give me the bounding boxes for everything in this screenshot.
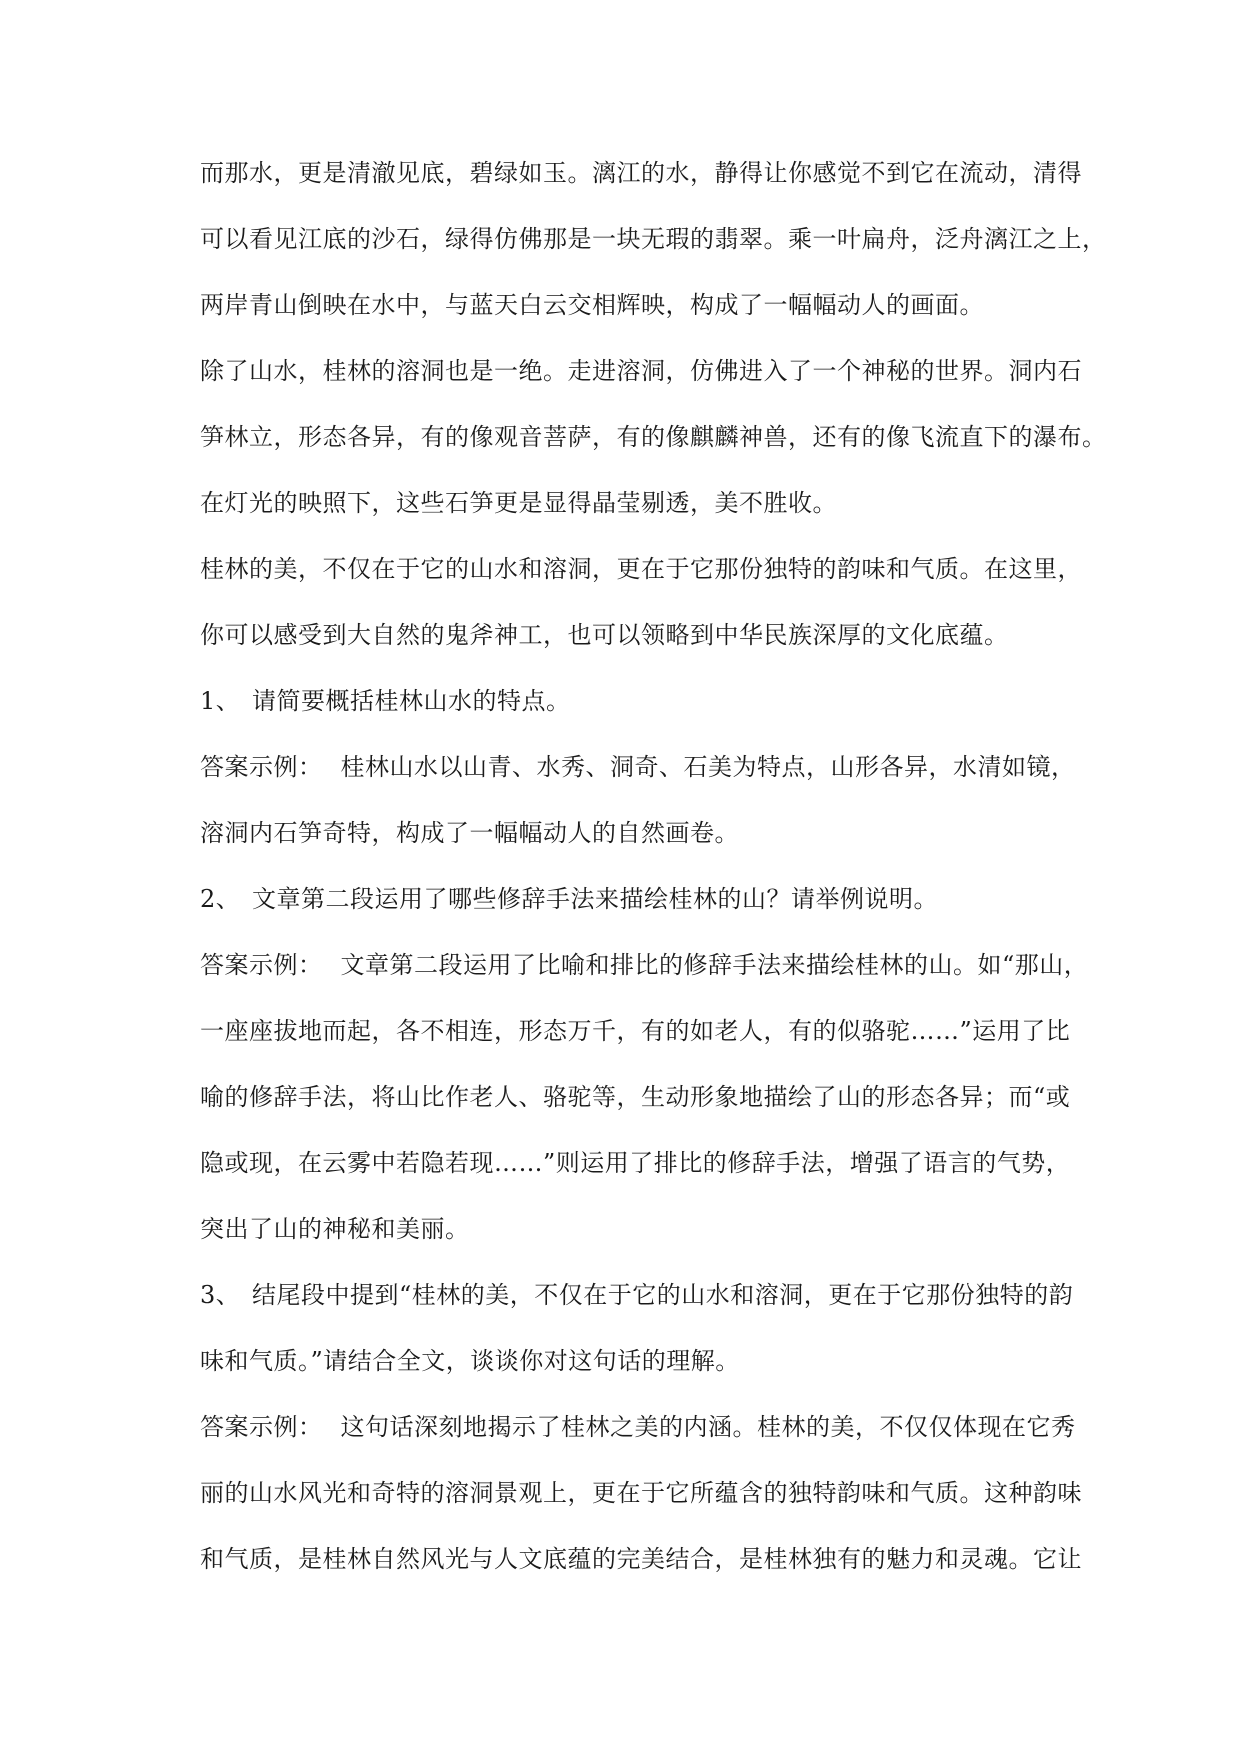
answer-3-line: 丽的山水风光和奇特的溶洞景观上，更在于它所蕴含的独特韵味和气质。这种韵味: [200, 1479, 1082, 1507]
answer-2-line: 一座座拔地而起，各不相连，形态万千，有的如老人，有的似骆驼……”运用了比: [200, 1017, 1071, 1045]
answer-3-line: [200, 1394, 1120, 1460]
document-body: [200, 140, 1120, 1592]
answer-label: 答案示例：: [200, 753, 323, 781]
question-3-line: 味和气质。”请结合全文，谈谈你对这句话的理解。: [200, 1347, 740, 1375]
question-3: [200, 1262, 1120, 1328]
answer-3-line: 和气质，是桂林自然风光与人文底蕴的完美结合，是桂林独有的魅力和灵魂。它让: [200, 1545, 1082, 1573]
answer-2-line: 突出了山的神秘和美丽。: [200, 1215, 470, 1243]
question-1: [200, 668, 1120, 734]
answer-text: 桂林山水以山青、水秀、洞奇、石美为特点，山形各异，水清如镜，: [340, 753, 1076, 781]
answer-1-line: 溶洞内石笋奇特，构成了一幅幅动人的自然画卷。: [200, 819, 739, 847]
answer-2-line: 喻的修辞手法，将山比作老人、骆驼等，生动形象地描绘了山的形态各异；而“或: [200, 1083, 1071, 1111]
paragraph-line: 在灯光的映照下，这些石笋更是显得晶莹剔透，美不胜收。: [200, 489, 837, 517]
paragraph-line: 你可以感受到大自然的鬼斧神工，也可以领略到中华民族深厚的文化底蕴。: [200, 621, 1009, 649]
question-number: 1、: [200, 687, 241, 715]
answer-text: 文章第二段运用了比喻和排比的修辞手法来描绘桂林的山。如“那山，: [340, 951, 1089, 979]
answer-label: 答案示例：: [200, 951, 323, 979]
answer-label: 答案示例：: [200, 1413, 323, 1441]
question-number: 3、: [200, 1281, 241, 1309]
question-text: 文章第二段运用了哪些修辞手法来描绘桂林的山？请举例说明。: [252, 885, 938, 913]
question-text: 结尾段中提到“桂林的美，不仅在于它的山水和溶洞，更在于它那份独特的韵: [252, 1281, 1074, 1309]
paragraph-line: 桂林的美，不仅在于它的山水和溶洞，更在于它那份独特的韵味和气质。在这里，: [200, 555, 1082, 583]
paragraph-line: 而那水，更是清澈见底，碧绿如玉。漓江的水，静得让你感觉不到它在流动，清得: [200, 159, 1082, 187]
question-text: 请简要概括桂林山水的特点。: [252, 687, 571, 715]
answer-2-line: [200, 932, 1120, 998]
answer-2-line: 隐或现，在云雾中若隐若现……”则运用了排比的修辞手法，增强了语言的气势，: [200, 1149, 1071, 1177]
answer-1-line: [200, 734, 1120, 800]
paragraph-line: 两岸青山倒映在水中，与蓝天白云交相辉映，构成了一幅幅动人的画面。: [200, 291, 984, 319]
paragraph-line: 除了山水，桂林的溶洞也是一绝。走进溶洞，仿佛进入了一个神秘的世界。洞内石: [200, 357, 1082, 385]
question-number: 2、: [200, 885, 241, 913]
question-2: [200, 866, 1120, 932]
paragraph-line: 笋林立，形态各异，有的像观音菩萨，有的像麒麟神兽，还有的像飞流直下的瀑布。: [200, 423, 1107, 451]
paragraph-line: 可以看见江底的沙石，绿得仿佛那是一块无瑕的翡翠。乘一叶扁舟，泛舟漓江之上，: [200, 225, 1107, 253]
answer-text: 这句话深刻地揭示了桂林之美的内涵。桂林的美，不仅仅体现在它秀: [340, 1413, 1076, 1441]
